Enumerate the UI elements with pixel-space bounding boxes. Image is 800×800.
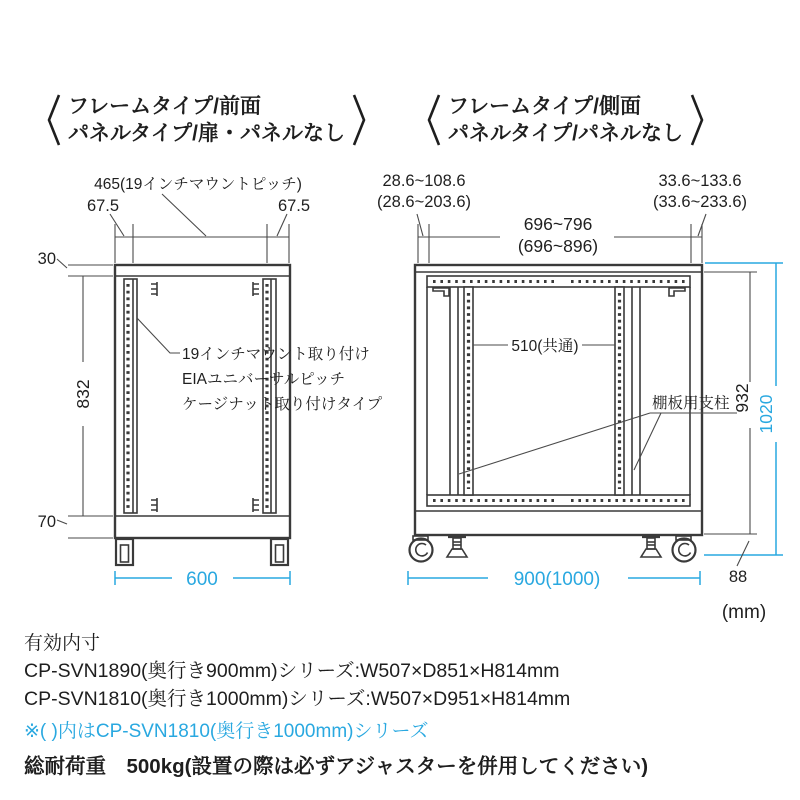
front-left-offset-label: 67.5 [86,197,120,215]
corner-bracket [253,498,259,512]
series-1000-spec: CP-SVN1810(奥行き1000mm)シリーズ:W507×D951×H814mm [24,688,571,710]
front-width-label: 600 [186,569,218,590]
side-view-title-line2: パネルタイプ/パネルなし [448,122,683,145]
side-post-span-paren-label: (696~896) [517,236,599,256]
side-view-drawing [377,172,783,623]
annotation-line1: 19インチマウント取り付け [182,346,370,363]
side-depth-label: 900(1000) [513,569,601,590]
front-mount-pitch-label: 465(19インチマウントピッチ) [94,176,302,193]
adjuster-foot [447,537,467,557]
front-view-drawing [38,176,383,590]
side-post-span-label: 696~796 [523,214,593,234]
effective-inner-dims-title: 有効内寸 [24,633,101,654]
side-frame-height-label: 932 [732,383,752,413]
caster-wheel [410,539,433,562]
side-total-height-label: 1020 [756,394,776,434]
series-900-spec: CP-SVN1890(奥行き900mm)シリーズ:W507×D851×H814mm [24,660,560,682]
corner-bracket [151,282,157,296]
side-front-post-range-paren-label: (28.6~203.6) [376,193,472,211]
shelf-post [615,287,624,495]
caster-height-label: 88 [728,568,748,586]
front-inner-height-label: 832 [73,379,93,409]
corner-bracket [253,282,259,296]
side-front-post-range-label: 28.6~108.6 [382,172,466,190]
front-top-frame-label: 30 [37,250,56,268]
unit-label: (mm) [721,602,767,623]
shelf-post [464,287,473,495]
front-right-offset-label: 67.5 [277,197,311,215]
shelf-post-pitch-label: 510(共通) [511,338,579,355]
adjuster-foot [641,537,661,557]
front-bottom-frame-label: 70 [37,513,56,531]
load-capacity-note: 総耐荷重 500kg(設置の際は必ずアジャスターを併用してください) [24,755,649,778]
annotation-line3: ケージナット取り付けタイプ [182,396,383,413]
paren-note: ※( )内はCP-SVN1810(奥行き1000mm)シリーズ [24,721,429,742]
caster-wheel [673,539,696,562]
side-rear-post-range-label: 33.6~133.6 [658,172,742,190]
front-view-title-line2: パネルタイプ/扉・パネルなし [68,122,345,145]
side-view-title-line1: フレームタイプ/側面 [448,94,641,118]
corner-bracket [151,498,157,512]
side-rear-post-range-paren-label: (33.6~233.6) [652,193,748,211]
annotation-line2: EIAユニバーサルピッチ [182,371,346,388]
shelf-post-callout-label: 棚板用支柱 [652,395,730,412]
front-view-title-line1: フレームタイプ/前面 [68,94,261,118]
